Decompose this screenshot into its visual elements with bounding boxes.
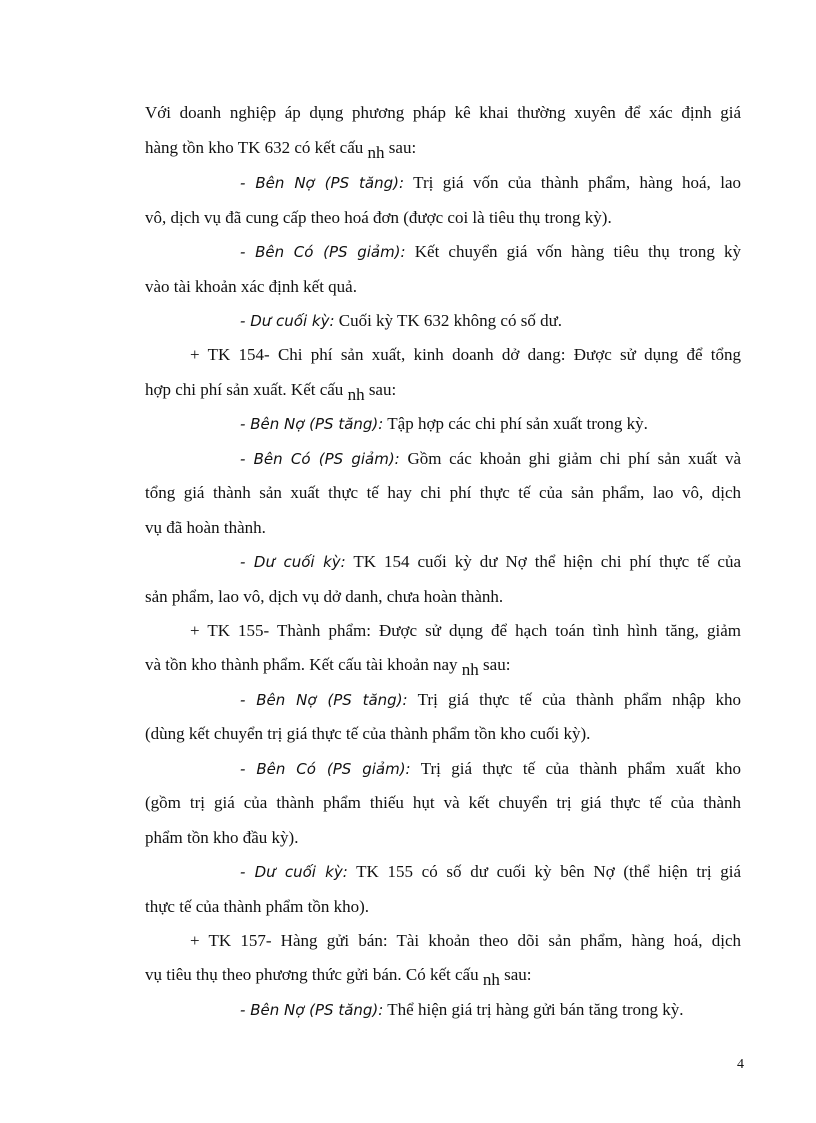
entry-label: Bên Nợ (PS tăng): [250, 1001, 384, 1019]
paragraph-line: hàng tồn kho TK 632 có kết cấu nh sau: [145, 138, 417, 162]
entry-label: Bên Có (PS giảm): [253, 450, 400, 468]
entry-label: Bên Có (PS giảm): [256, 760, 411, 778]
entry-label: Dư cuối kỳ: [254, 863, 348, 881]
entry-label: Bên Nợ (PS tăng): [255, 174, 405, 192]
entry-label: Dư cuối kỳ: [253, 553, 346, 571]
paragraph-line: vô, dịch vụ đã cung cấp theo hoá đơn (được coi là tiêu thụ trong kỳ). [145, 208, 612, 227]
paragraph-line: tổng giá thành sản xuất thực tế hay chi phí thực tế của sản phẩm, lao vô, dịch [145, 483, 741, 502]
paragraph-line: vụ đã hoàn thành. [145, 518, 266, 537]
paragraph-line: và tồn kho thành phẩm. Kết cấu tài khoản nay nh sau: [145, 655, 511, 679]
bullet-line: - Dư cuối kỳ: TK 154 cuối kỳ dư Nợ thể hiện chi phí thực tế của [240, 552, 741, 571]
bullet-line: - Bên Nợ (PS tăng): Trị giá vốn của thành phẩm, hàng hoá, lao [240, 173, 741, 192]
paragraph-line: sản phẩm, lao vô, dịch vụ dở danh, chưa hoàn thành. [145, 587, 504, 606]
paragraph-line: vụ tiêu thụ theo phương thức gửi bán. Có kết cấu nh sau: [145, 965, 532, 989]
section-line: + TK 155- Thành phẩm: Được sử dụng để hạch toán tình hình tăng, giảm [190, 621, 741, 640]
bullet-line: - Bên Có (PS giảm): Trị giá thực tế của thành phẩm xuất kho [240, 759, 742, 778]
paragraph-line: thực tế của thành phẩm tồn kho). [145, 897, 370, 916]
entry-label: Bên Có (PS giảm): [255, 243, 406, 261]
entry-label: Dư cuối kỳ: [250, 312, 335, 330]
section-line: + TK 157- Hàng gửi bán: Tài khoản theo dõi sản phẩm, hàng hoá, dịch [190, 931, 741, 950]
paragraph-line: hợp chi phí sản xuất. Kết cấu nh sau: [145, 380, 397, 404]
subscript-nh: nh [461, 660, 479, 679]
subscript-nh: nh [367, 143, 385, 162]
subscript-nh: nh [347, 385, 365, 404]
entry-label: Bên Nợ (PS tăng): [250, 415, 384, 433]
paragraph-line: phẩm tồn kho đầu kỳ). [145, 828, 299, 847]
paragraph-line: (dùng kết chuyển trị giá thực tế của thành phẩm tồn kho cuối kỳ). [145, 724, 591, 743]
bullet-line: - Bên Nợ (PS tăng): Tập hợp các chi phí sản xuất trong kỳ. [240, 414, 648, 433]
subscript-nh: nh [482, 970, 500, 989]
bullet-line: - Bên Có (PS giảm): Kết chuyển giá vốn hàng tiêu thụ trong kỳ [240, 242, 741, 261]
bullet-line: - Dư cuối kỳ: TK 155 có số dư cuối kỳ bên Nợ (thể hiện trị giá [240, 862, 741, 881]
paragraph-line: (gồm trị giá của thành phẩm thiếu hụt và kết chuyển trị giá thực tế của thành [145, 793, 741, 812]
paragraph-line: vào tài khoản xác định kết quả. [145, 277, 357, 296]
bullet-line: - Bên Có (PS giảm): Gồm các khoản ghi giảm chi phí sản xuất và [240, 449, 741, 468]
bullet-line: - Bên Nợ (PS tăng): Thể hiện giá trị hàng gửi bán tăng trong kỳ. [240, 1000, 684, 1019]
bullet-line: - Bên Nợ (PS tăng): Trị giá thực tế của thành phẩm nhập kho [240, 690, 742, 709]
paragraph-line: Với doanh nghiệp áp dụng phương pháp kê khai thường xuyên để xác định giá [145, 103, 741, 122]
page-number: 4 [737, 1057, 744, 1072]
bullet-line: - Dư cuối kỳ: Cuối kỳ TK 632 không có số dư. [240, 311, 563, 330]
section-line: + TK 154- Chi phí sản xuất, kinh doanh dở dang: Được sử dụng để tổng [190, 345, 741, 364]
entry-label: Bên Nợ (PS tăng): [256, 691, 408, 709]
